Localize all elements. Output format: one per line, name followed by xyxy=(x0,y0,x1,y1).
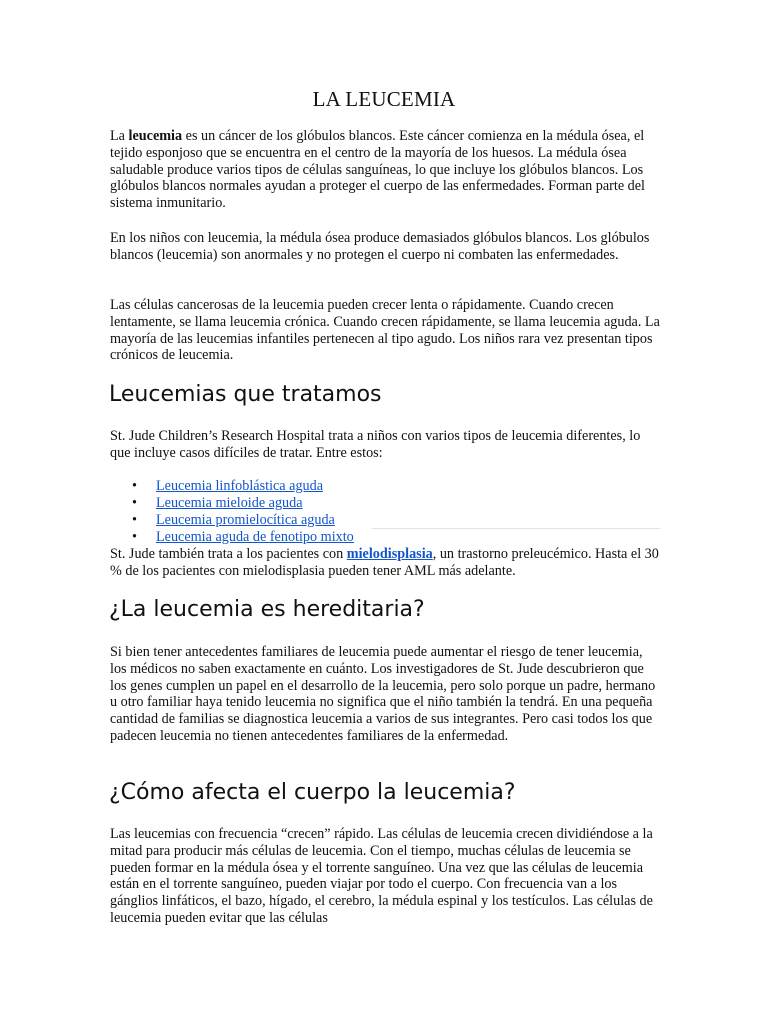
heading-body-effects: ¿Cómo afecta el cuerpo la leucemia? xyxy=(109,780,516,805)
myelodysplasia-text-after: , un trastorno preleucémico. Hasta el 30 % de los pacientes con mielodisplasia pueden tener AML más adelante. xyxy=(110,546,659,579)
document-title: LA LEUCEMIA xyxy=(312,87,456,111)
list-item xyxy=(110,529,662,546)
list-item xyxy=(110,495,662,512)
leukemia-types-list xyxy=(110,478,662,546)
link-mielodisplasia[interactable]: mielodisplasia xyxy=(346,546,433,562)
intro-text: es un cáncer de los glóbulos blancos. Este cáncer comienza en la médula ósea, el tejido esponjoso que se encuentra en el centro de la mayoría de los huesos. La médula ósea saludable produce varios tipos de células sanguíneas, lo que incluye los glóbulos blancos. Los glóbulos blancos normales ayudan a proteger el cuerpo de las enfermedades. Forman parte del sistema inmunitario. xyxy=(110,128,645,212)
paragraph-treat-intro: St. Jude Children’s Research Hospital trata a niños con varios tipos de leucemia diferentes, lo que incluye casos difíciles de tratar. Entre estos: xyxy=(110,428,641,461)
intro-term: leucemia xyxy=(128,128,183,144)
bullet-icon: • xyxy=(132,495,137,511)
link-leucemia-fenotipo-mixto[interactable]: Leucemia aguda de fenotipo mixto xyxy=(156,529,354,545)
link-leucemia-linfoblastica[interactable]: Leucemia linfoblástica aguda xyxy=(156,478,324,494)
link-leucemia-promielocitica[interactable]: Leucemia promielocítica aguda xyxy=(156,512,335,528)
bullet-icon: • xyxy=(132,512,137,528)
paragraph-myelodysplasia xyxy=(110,546,662,580)
list-item xyxy=(110,512,662,529)
list-item xyxy=(110,478,662,495)
heading-leukemias-treated: Leucemias que tratamos xyxy=(109,382,382,407)
intro-article: La xyxy=(110,128,125,144)
bullet-icon: • xyxy=(132,529,137,545)
paragraph-growth-types: Las células cancerosas de la leucemia pueden crecer lenta o rápidamente. Cuando crecen lentamente, se llama leucemia crónica. Cuando crecen rápidamente, se llama leucemia aguda. La mayoría de las leucemias infantiles pertenecen al tipo agudo. Los niños rara vez presentan tipos crónicos de leucemia. xyxy=(110,297,660,364)
paragraph-body-effects: Las leucemias con frecuencia “crecen” rápido. Las células de leucemia crecen dividiéndose a la mitad para producir más células de leucemia. Con el tiempo, muchas células de leucemia se pueden formar en la médula ósea y el torrente sanguíneo. Una vez que las células de leucemia están en el torrente sanguíneo, pueden viajar por todo el cuerpo. Con frecuencia van a los gánglios linfáticos, el bazo, hígado, el cerebro, la médula espinal y los testículos. Las células de leucemia pueden evitar que las células xyxy=(110,826,653,926)
paragraph-hereditary: Si bien tener antecedentes familiares de leucemia puede aumentar el riesgo de tener leucemia, los médicos no saben exactamente en cuánto. Los investigadores de St. Jude descubrieron que los genes cumplen un papel en el desarrollo de la leucemia, pero solo porque un padre, hermano u otro familiar haya tenido leucemia no significa que el niño también la tendrá. En una pequeña cantidad de familias se diagnostica leucemia a varios de sus integrantes. Pero casi todos los que padecen leucemia no tienen antecedentes familiares de la enfermedad. xyxy=(110,644,656,744)
myelodysplasia-text-before: St. Jude también trata a los pacientes con xyxy=(110,546,347,562)
intro-paragraph xyxy=(110,128,662,212)
heading-hereditary: ¿La leucemia es hereditaria? xyxy=(109,597,425,622)
bullet-icon: • xyxy=(132,478,137,494)
link-leucemia-mieloide[interactable]: Leucemia mieloide aguda xyxy=(156,495,303,511)
divider-line xyxy=(372,528,660,529)
paragraph-excess-cells: En los niños con leucemia, la médula ósea produce demasiados glóbulos blancos. Los glóbulos blancos (leucemia) son anormales y no protegen el cuerpo ni combaten las enfermedades. xyxy=(110,230,650,263)
